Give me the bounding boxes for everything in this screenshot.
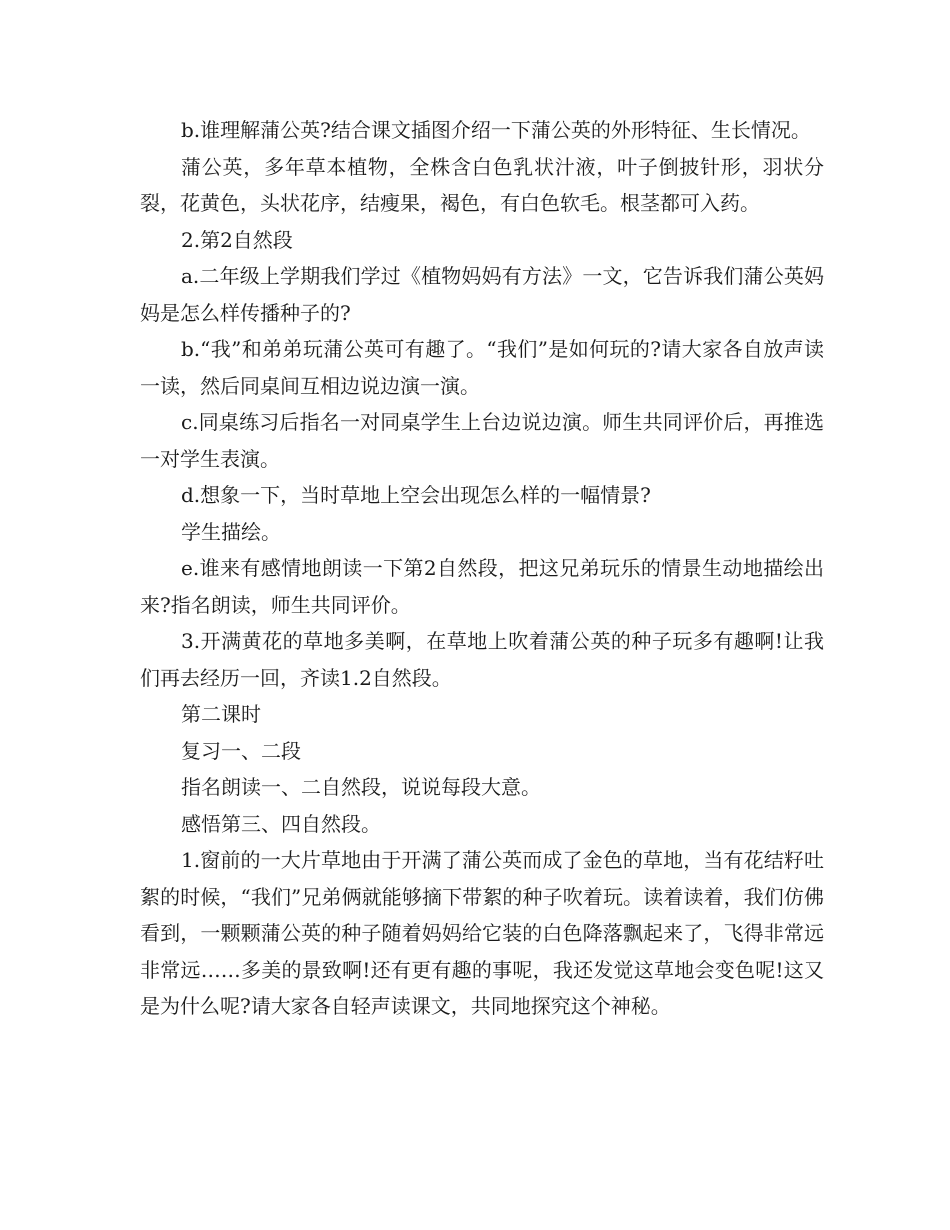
paragraph-8: 学生描绘。 bbox=[181, 519, 281, 544]
paragraph-12: 复习一、二段 bbox=[181, 738, 301, 763]
paragraph-14: 感悟第三、四自然段。 bbox=[181, 811, 381, 836]
paragraph-10: 3.开满黄花的草地多美啊，在草地上吹着蒲公英的种子玩多有趣啊!让我们再去经历一回，齐读1.2自然段。 bbox=[140, 629, 824, 690]
paragraph-1: b.谁理解蒲公英?结合课文插图介绍一下蒲公英的外形特征、生长情况。 bbox=[181, 118, 811, 142]
paragraph-7: d.想象一下，当时草地上空会出现怎么样的一幅情景? bbox=[181, 483, 651, 507]
document-body bbox=[140, 112, 824, 1025]
paragraph-3: 2.第2自然段 bbox=[181, 227, 293, 252]
paragraph-9: e.谁来有感情地朗读一下第2自然段，把这兄弟玩乐的情景生动地描绘出来?指名朗读，师生共同评价。 bbox=[140, 556, 824, 617]
paragraph-5: b.“我”和弟弟玩蒲公英可有趣了。“我们”是如何玩的?请大家各自放声读一读，然后同桌间互相边说边演一演。 bbox=[140, 337, 824, 398]
paragraph-13: 指名朗读一、二自然段，说说每段大意。 bbox=[181, 775, 541, 799]
paragraph-2: 蒲公英，多年草本植物，全株含白色乳状汁液，叶子倒披针形，羽状分裂，花黄色，头状花序，结瘦果，褐色，有白色软毛。根茎都可入药。 bbox=[140, 154, 824, 215]
paragraph-4: a.二年级上学期我们学过《植物妈妈有方法》一文，它告诉我们蒲公英妈妈是怎么样传播种子的? bbox=[140, 264, 824, 325]
paragraph-11: 第二课时 bbox=[181, 702, 261, 726]
paragraph-15: 1.窗前的一大片草地由于开满了蒲公英而成了金色的草地，当有花结籽吐絮的时候，“我们”兄弟俩就能够摘下带絮的种子吹着玩。读着读着，我们仿佛看到，一颗颗蒲公英的种子随着妈妈给它装的白色降落飘起来了，飞得非常远非常远……多美的景致啊!还有更有趣的事呢，我还发觉这草地会变色呢!这又是为什么呢?请大家各自轻声读课文，共同地探究这个神秘。 bbox=[140, 848, 824, 1018]
paragraph-6: c.同桌练习后指名一对同桌学生上台边说边演。师生共同评价后，再推选一对学生表演。 bbox=[140, 410, 824, 471]
